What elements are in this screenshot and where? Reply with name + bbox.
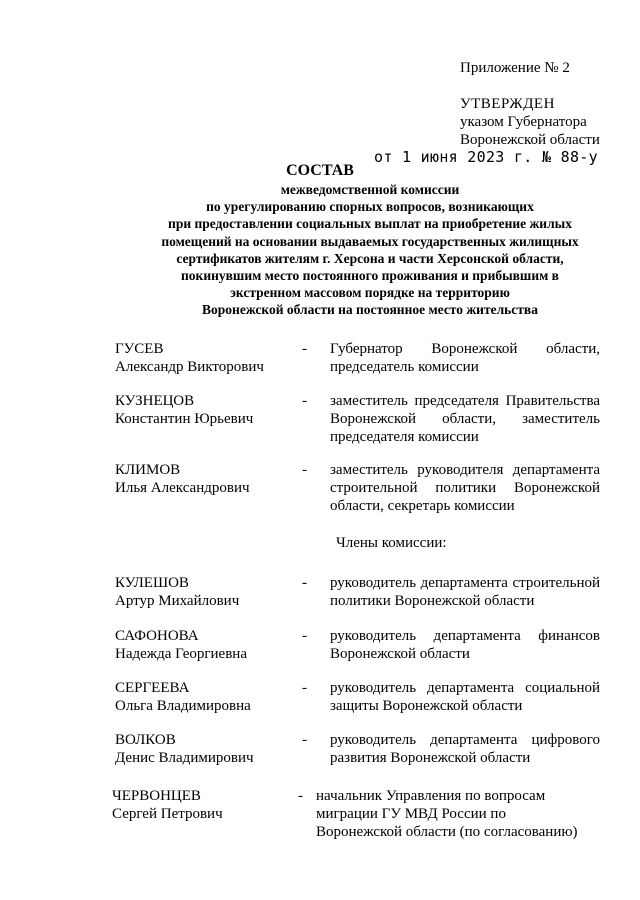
position-line: строительной политики Воронежской xyxy=(330,480,600,496)
member-given-name: Надежда Георгиевна xyxy=(115,646,247,662)
document-subtitle xyxy=(120,181,620,319)
subtitle-line: сертификатов жителям г. Херсона и части Херсонской области, xyxy=(176,250,564,266)
position-line: председателя комиссии xyxy=(330,429,479,445)
dash-separator: - xyxy=(302,732,307,748)
member-position xyxy=(330,392,600,446)
dash-separator: - xyxy=(302,575,307,591)
member-position xyxy=(330,461,600,515)
member-name xyxy=(115,731,254,767)
member-position xyxy=(330,731,600,767)
member-position xyxy=(330,340,600,376)
subtitle-line: при предоставлении социальных выплат на приобретение жилых xyxy=(168,216,572,232)
position-line: руководитель департамента социальной xyxy=(330,680,600,696)
dash-separator: - xyxy=(302,393,307,409)
member-given-name: Ольга Владимировна xyxy=(115,698,251,714)
member-given-name: Артур Михайлович xyxy=(115,593,240,609)
member-surname: КУЛЕШОВ xyxy=(115,575,189,591)
position-line: заместитель председателя Правительства xyxy=(330,393,600,409)
member-given-name: Александр Викторович xyxy=(115,359,264,375)
member-surname: КУЗНЕЦОВ xyxy=(115,393,195,409)
approval-block xyxy=(460,95,600,149)
position-line: председатель комиссии xyxy=(330,359,479,375)
position-line: заместитель руководителя департамента xyxy=(330,462,600,478)
dash-separator: - xyxy=(302,462,307,478)
dash-separator: - xyxy=(298,788,303,804)
subtitle-line: экстренном массовом порядке на территорию xyxy=(230,285,510,301)
member-name xyxy=(115,340,264,376)
member-position xyxy=(330,627,600,663)
subtitle-line: межведомственной комиссии xyxy=(280,182,460,197)
members-section-label: Члены комиссии: xyxy=(336,535,447,551)
member-name xyxy=(112,787,223,823)
dash-separator: - xyxy=(302,680,307,696)
position-line: Воронежской области xyxy=(330,646,470,662)
member-name xyxy=(115,461,250,497)
position-line: миграции ГУ МВД России по xyxy=(316,806,506,822)
position-line: области, секретарь комиссии xyxy=(330,498,515,514)
position-line: руководитель департамента строительной xyxy=(330,575,600,591)
member-surname: ГУСЕВ xyxy=(115,341,164,357)
member-surname: ЧЕРВОНЦЕВ xyxy=(112,788,201,804)
subtitle-line: Воронежской области на постоянное место жительства xyxy=(202,302,538,318)
member-given-name: Константин Юрьевич xyxy=(115,411,254,427)
subtitle-line: покинувшим место постоянного проживания и прибывшим в xyxy=(181,268,559,284)
member-position xyxy=(316,787,586,841)
approved-line-1: указом Губернатора xyxy=(460,114,587,130)
subtitle-line: помещений на основании выдаваемых государственных жилищных xyxy=(161,233,579,249)
position-line: Воронежской области (по согласованию) xyxy=(316,824,578,840)
position-line: руководитель департамента цифрового xyxy=(330,732,600,748)
member-given-name: Илья Александрович xyxy=(115,480,250,496)
member-name xyxy=(115,574,239,610)
document-title: СОСТАВ xyxy=(286,162,354,179)
subtitle-line: по урегулированию спорных вопросов, возникающих xyxy=(206,199,534,215)
position-line: защиты Воронежской области xyxy=(330,698,523,714)
member-name xyxy=(115,679,251,715)
position-line: политики Воронежской области xyxy=(330,593,535,609)
appendix-label: Приложение № 2 xyxy=(460,60,570,76)
member-name xyxy=(115,627,247,663)
dash-separator: - xyxy=(302,628,307,644)
member-surname: САФОНОВА xyxy=(115,628,199,644)
position-line: руководитель департамента финансов xyxy=(330,628,600,644)
member-position xyxy=(330,679,600,715)
member-surname: ВОЛКОВ xyxy=(115,732,176,748)
position-line: начальник Управления по вопросам xyxy=(316,788,546,804)
member-name xyxy=(115,392,253,428)
position-line: Воронежской области, заместитель xyxy=(330,411,600,427)
position-line: Губернатор Воронежской области, xyxy=(330,341,600,357)
member-given-name: Денис Владимирович xyxy=(115,750,254,766)
member-surname: СЕРГЕЕВА xyxy=(115,680,190,696)
dash-separator: - xyxy=(302,341,307,357)
member-surname: КЛИМОВ xyxy=(115,462,181,478)
approved-title: УТВЕРЖДЕН xyxy=(460,96,555,112)
decree-stamp: от 1 июня 2023 г. № 88-у xyxy=(374,148,598,166)
member-given-name: Сергей Петрович xyxy=(112,806,223,822)
position-line: развития Воронежской области xyxy=(330,750,531,766)
member-position xyxy=(330,574,600,610)
approved-line-2: Воронежской области xyxy=(460,132,600,148)
